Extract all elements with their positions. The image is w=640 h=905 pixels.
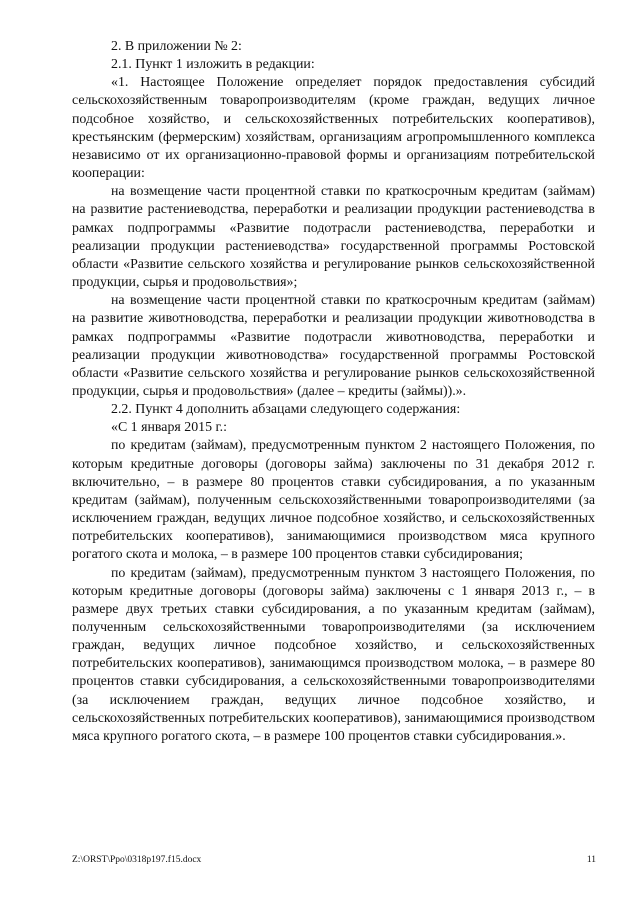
document-body [72, 38, 595, 746]
paragraph-appendix-2: 2. В приложении № 2: [111, 39, 242, 54]
paragraph-livestock-subsidy: на возмещение части процентной ставки по краткосрочным кредитам (займам) на развитие животноводства, переработки и реализации продукции животноводства в рамках подпрограммы «Развитие подотрасли животноводства, переработки и реализации продукции животноводства» государственной программы Ростовской области «Развитие сельского хозяйства и регулирование рынков сельскохозяйственной продукции, сырья и продовольствия» (далее – кредиты (займы)).». [72, 293, 595, 399]
paragraph-point-2-loans: по кредитам (займам), предусмотренным пунктом 2 настоящего Положения, по которым кредитные договоры (договоры займа) заключены по 31 декабря 2012 г. включительно, – в размере 80 процентов ставки субсидирования, а по указанным кредитам (займам), полученным сельскохозяйственными товаропроизводителями (за исключением граждан, ведущих личное подсобное хозяйство, и сельскохозяйственных потребительских кооперативов), занимающимися производством мяса крупного рогатого скота и молока, – в размере 100 процентов ставки субсидирования; [72, 438, 595, 563]
page-number: 11 [586, 855, 596, 865]
paragraph-crop-subsidy: на возмещение части процентной ставки по краткосрочным кредитам (займам) на развитие растениеводства, переработки и реализации продукции растениеводства в рамках подпрограммы «Развитие подотрасли растениеводства, переработки и реализации продукции растениеводства» государственной программы Ростовской области «Развитие сельского хозяйства и регулирование рынков сельскохозяйственной продукции, сырья и продовольствия»; [72, 184, 595, 291]
paragraph-from-2015: «С 1 января 2015 г.: [111, 420, 227, 436]
paragraph-clause-2-2: 2.2. Пункт 4 дополнить абзацами следующего содержания: [111, 402, 461, 418]
paragraph-clause-2-1: 2.1. Пункт 1 изложить в редакции: [111, 57, 315, 73]
paragraph-clause-1-text: «1. Настоящее Положение определяет порядок предоставления субсидий сельскохозяйственным товаропроизводителям (кроме граждан, ведущих личное подсобное хозяйство, и сельскохозяйственных потребительских кооперативов), крестьянским (фермерским) хозяйствам, организациям агропромышленного комплекса независимо от их организационно-правовой формы и организациям потребительской кооперации: [72, 75, 595, 182]
footer-file-path: Z:\ORST\Ppo\0318p197.f15.docx [72, 855, 202, 865]
paragraph-point-3-loans: по кредитам (займам), предусмотренным пунктом 3 настоящего Положения, по которым кредитные договоры (договоры займа) заключены с 1 января 2013 г., – в размере двух третьих ставки субсидирования, а по указанным кредитам (займам), полученным сельскохозяйственными товаропроизводителями (за исключением граждан, ведущих личное подсобное хозяйство, и сельскохозяйственных потребительских кооперативов), занимающимся производством молока, – в размере 80 процентов ставки субсидирования, а сельскохозяйственными товаропроизводителями (за исключением граждан, ведущих личное подсобное хозяйство, и сельскохозяйственных потребительских кооперативов), занимающимися производством мяса крупного рогатого скота, – в размере 100 процентов ставки субсидирования.». [72, 565, 596, 744]
